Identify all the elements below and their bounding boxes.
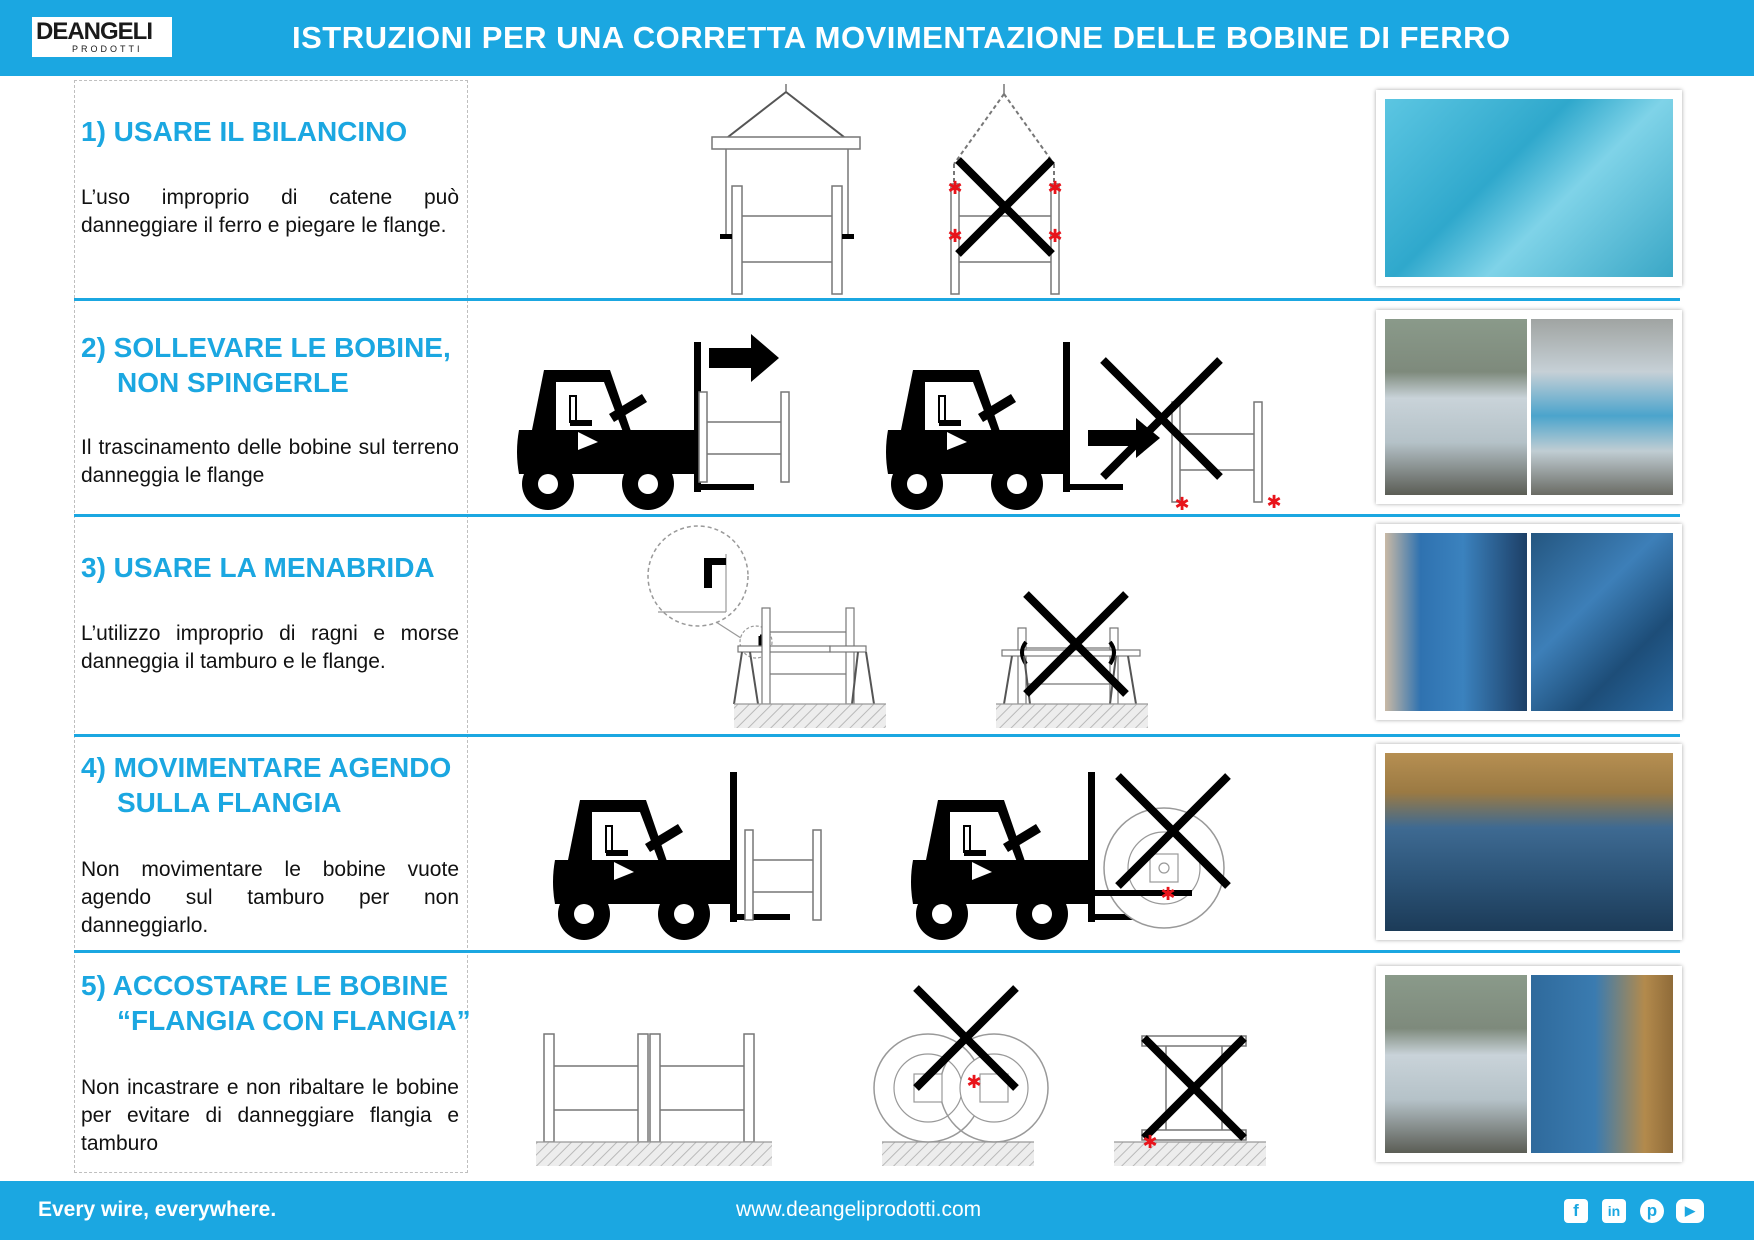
- section-3-title: [81, 550, 481, 585]
- section-5-title: [81, 968, 481, 1038]
- photo-bent-flange: [1376, 90, 1682, 286]
- section-1-body: L’uso improprio di catene può danneggiare il ferro e piegare le flange.: [81, 186, 459, 237]
- youtube-icon[interactable]: ▶: [1676, 1199, 1704, 1223]
- menabrida-wrong-illustration: [996, 584, 1156, 730]
- section-2-title: [81, 330, 481, 400]
- menabrida-correct-illustration: [646, 524, 896, 730]
- interlocked-spools-wrong-illustration: [864, 980, 1064, 1170]
- photo-flange-to-flange: [1376, 966, 1682, 1162]
- section-4-body: Non movimentare le bobine vuote agendo sul tamburo per non danneggiarlo.: [81, 858, 459, 937]
- logo-text: DEANGELI: [36, 18, 153, 45]
- section-4-title-line1: 4) MOVIMENTARE AGENDO: [81, 752, 452, 783]
- spreader-beam-correct-illustration: [700, 84, 880, 296]
- section-divider: [74, 298, 1680, 301]
- section-divider: [74, 950, 1680, 953]
- section-2-title-line1: 2) SOLLEVARE LE BOBINE,: [81, 332, 451, 363]
- section-1-title: [81, 114, 481, 149]
- section-1-title-line: 1) USARE IL BILANCINO: [81, 116, 408, 147]
- section-5-body: Non incastrare e non ribaltare le bobine per evitare di danneggiare flangia e tamburo: [81, 1076, 459, 1155]
- flange-to-flange-correct-illustration: [536, 1030, 776, 1170]
- section-3-body: L’utilizzo improprio di ragni e morse danneggia il tamburo e le flange.: [81, 622, 459, 673]
- tipped-spool-wrong-illustration: [1110, 1030, 1270, 1170]
- section-divider: [74, 514, 1680, 517]
- chain-lifting-wrong-illustration: [938, 84, 1058, 296]
- photo-menabrida: [1376, 524, 1682, 720]
- top-bar: [0, 0, 1754, 76]
- section-4-title: [81, 750, 481, 820]
- forklift-drum-wrong-illustration: [918, 760, 1258, 960]
- pinterest-icon[interactable]: p: [1640, 1199, 1664, 1223]
- logo-subtext: PRODOTTI: [72, 44, 143, 54]
- photo-dragged-spools: [1376, 310, 1682, 504]
- forklift-flange-correct-illustration: [560, 760, 840, 940]
- forklift-push-wrong-illustration: [888, 320, 1288, 520]
- footer-slogan: Every wire, everywhere.: [38, 1198, 277, 1221]
- section-divider: [74, 734, 1680, 737]
- section-5-title-line2: “FLANGIA CON FLANGIA”: [117, 1005, 471, 1036]
- section-5-title-line1: 5) ACCOSTARE LE BOBINE: [81, 970, 449, 1001]
- footer-bar: [0, 1181, 1754, 1240]
- company-logo[interactable]: [32, 17, 172, 57]
- facebook-icon[interactable]: f: [1564, 1199, 1588, 1223]
- page-title: ISTRUZIONI PER UNA CORRETTA MOVIMENTAZIONE DELLE BOBINE DI FERRO: [292, 20, 1511, 55]
- section-2-title-line2: NON SPINGERLE: [117, 367, 349, 398]
- linkedin-icon[interactable]: in: [1602, 1199, 1626, 1223]
- photo-flange-handling: [1376, 744, 1682, 940]
- website-link[interactable]: www.deangeliprodotti.com: [736, 1198, 982, 1221]
- section-4-title-line2: SULLA FLANGIA: [117, 787, 342, 818]
- section-3-title-line: 3) USARE LA MENABRIDA: [81, 552, 435, 583]
- forklift-lift-correct-illustration: [514, 320, 814, 510]
- section-2-body: Il trascinamento delle bobine sul terreno danneggia le flange: [81, 436, 459, 487]
